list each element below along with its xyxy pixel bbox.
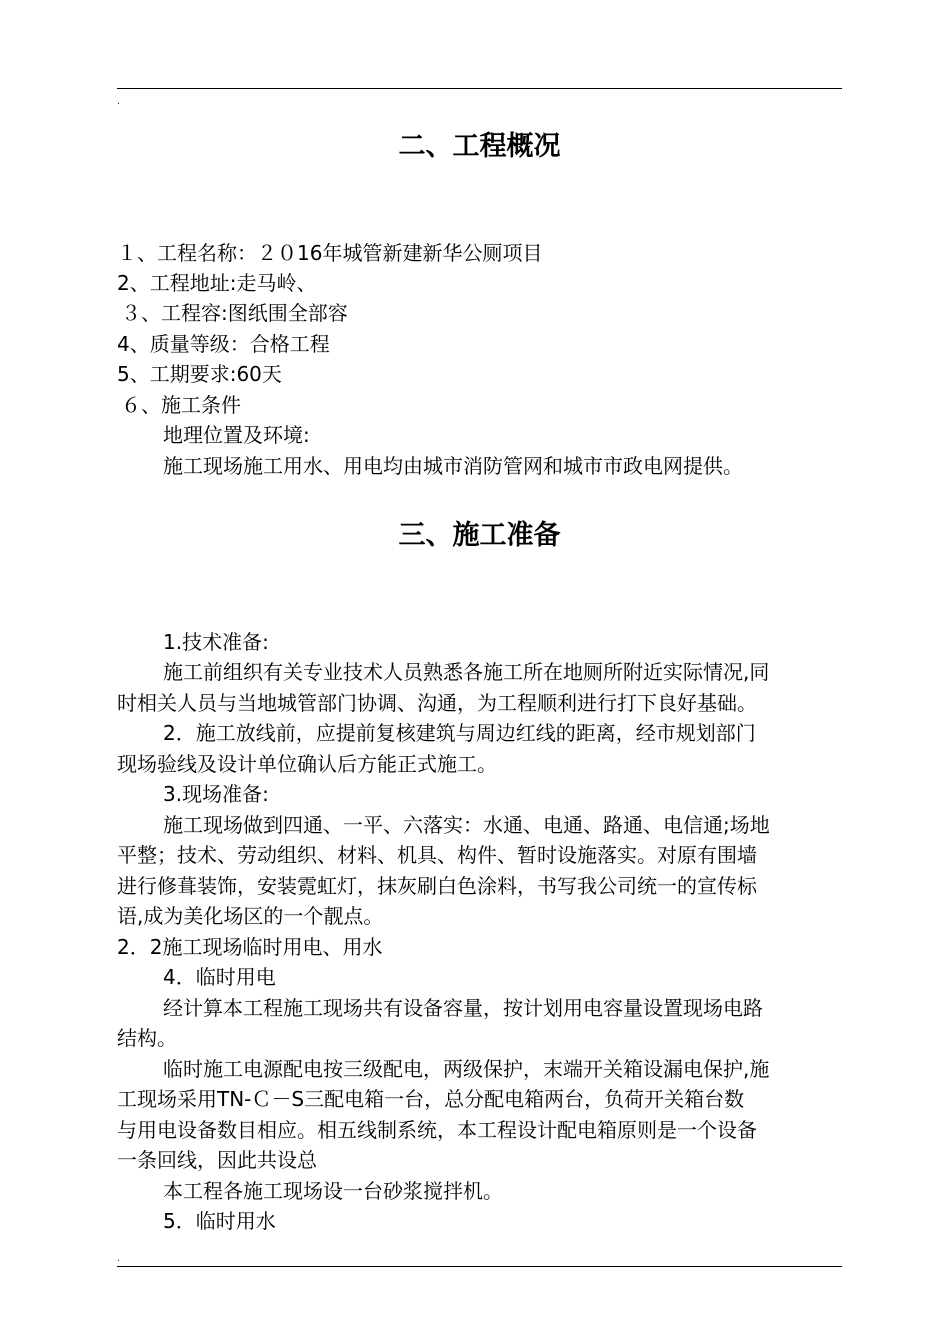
project-address-item: 2、工程地址:走马岭、 (117, 271, 317, 295)
paragraph-line: 4．临时用电 (163, 965, 276, 989)
environment-label: 地理位置及环境: (163, 423, 310, 447)
quality-grade-item: 4、质量等级：合格工程 (117, 332, 330, 356)
paragraph-line: 现场验线及设计单位确认后方能正式施工。 (117, 752, 497, 776)
paragraph-line: 结构。 (117, 1026, 177, 1050)
project-content-item: ３、工程容:图纸围全部容 (121, 301, 348, 325)
paragraph-line: 5．临时用水 (163, 1209, 276, 1233)
paragraph-line: 与用电设备数目相应。相五线制系统，本工程设计配电箱原则是一个设备 (117, 1118, 757, 1142)
section-3-title: 三、施工准备 (398, 520, 561, 551)
environment-text: 施工现场施工用水、用电均由城市消防管网和城市市政电网提供。 (163, 454, 743, 478)
paragraph-line: 本工程各施工现场设一台砂浆搅拌机。 (163, 1179, 503, 1203)
paragraph-line: 进行修葺装饰，安装霓虹灯，抹灰刷白色涂料，书写我公司统一的宣传标 (117, 874, 757, 898)
paragraph-line: 3.现场准备: (163, 782, 269, 806)
header-mark: . (117, 97, 120, 107)
footer-rule (117, 1266, 842, 1267)
paragraph-line: 施工前组织有关专业技术人员熟悉各施工所在地厕所附近实际情况,同 (163, 660, 770, 684)
paragraph-line: 1.技术准备: (163, 630, 269, 654)
paragraph-line: 2．2施工现场临时用电、用水 (117, 935, 383, 959)
schedule-item: 5、工期要求:60天 (117, 362, 282, 386)
paragraph-line: 时相关人员与当地城管部门协调、沟通，为工程顺利进行打下良好基础。 (117, 691, 757, 715)
paragraph-line: 工现场采用TN-Ｃ－S三配电箱一台，总分配电箱两台，负荷开关箱台数 (117, 1087, 745, 1111)
header-rule (117, 88, 842, 89)
project-name-item: １、工程名称：２０16年城管新建新华公厕项目 (117, 241, 543, 265)
paragraph-line: 临时施工电源配电按三级配电，两级保护，末端开关箱设漏电保护,施 (163, 1057, 770, 1081)
conditions-item: ６、施工条件 (121, 393, 241, 417)
section-2-title: 二、工程概况 (398, 131, 561, 162)
paragraph-line: 语,成为美化场区的一个靓点。 (117, 904, 384, 928)
paragraph-line: 平整；技术、劳动组织、材料、机具、构件、暂时设施落实。对原有围墙 (117, 843, 757, 867)
paragraph-line: 经计算本工程施工现场共有设备容量，按计划用电容量设置现场电路 (163, 996, 763, 1020)
paragraph-line: 2．施工放线前，应提前复核建筑与周边红线的距离，经市规划部门 (163, 721, 756, 745)
footer-mark: . (117, 1254, 120, 1264)
paragraph-line: 一条回线，因此共设总 (117, 1148, 317, 1172)
paragraph-line: 施工现场做到四通、一平、六落实：水通、电通、路通、电信通;场地 (163, 813, 770, 837)
